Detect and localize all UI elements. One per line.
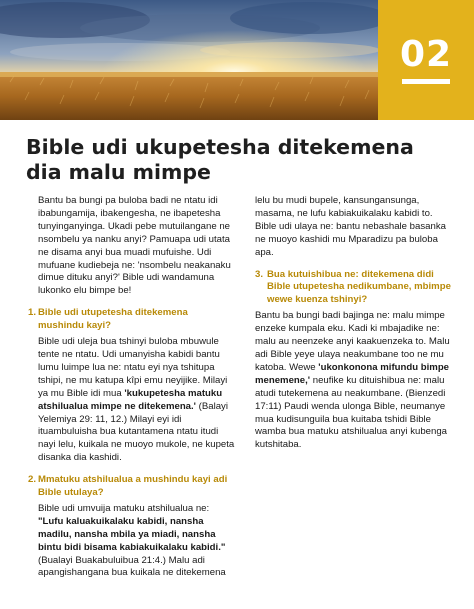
- section-3-heading: [255, 269, 453, 308]
- section-3-question: Bua kutuishibua ne: ditekemena didi Bible utupetesha nedikumbane, mbimpe wewe kuenza tshinyi?: [267, 268, 451, 306]
- section-3-body: Bantu ba bungi badi bajinga ne: malu mimpe enzeke kumpala eku. Kadi ki mbajadike ne: malu au neenzeke anyi kaakuenzeka to. Malu adi Bible yeye ulaya neakumbane too ne mu katoba. Wewe 'ukonkonona mifundu bimpe menemene,' neufike ku dituishibua ne: malu atudi tutekemena au neakumbane. (Bienzedi 17:11) Paudi wenda ulonga Bible, neumanye mua kudisunguila bua kuitaba tshidi Bible wamba bua matuku atshilualua anyi kubenga kutshitaba.: [255, 310, 450, 451]
- wheat-field-sunset-image: [0, 0, 378, 120]
- section-1-heading: [28, 307, 236, 333]
- intro-paragraph: Bantu ba bungi pa buloba badi ne ntatu idi ibabungamija, ibakengesha, ne ibapetesha tunyinganyinga. Ukadi pebe mutuilangane ne nsombelu ya nanku anyi? Pamuapa udi utata ne disama anyi bua muadi mufuishe. Udi mufuane kudiebeja ne: 'nsombelu neakanaku dimue dituku anyi?' Bible udi wandamuna lukonko elu bimpe be!: [38, 195, 231, 297]
- section-2-number: 2.: [28, 474, 37, 486]
- section-2-heading: [28, 474, 236, 500]
- section-2-body: Bible udi umvuija matuku atshilualua ne: "Lufu kaluakuikalaku kabidi, nansha madilu, nansha mbila ya miadi, nansha bintu bidi bisama kabiakuikalaku kabidi." (Bualayi Buakabuluibua 21:4.) Malu adi apangishangana bua kuikala ne ditekemena: [38, 502, 226, 579]
- chapter-number: 02: [399, 33, 453, 75]
- page-title: Bible udi ukupetesha ditekemena dia malu mimpe: [26, 135, 414, 184]
- left-column: [28, 195, 236, 589]
- right-column: [255, 195, 453, 461]
- section-2-question: Mmatuku atshilualua a mushindu kayi adi Bible utulaya?: [38, 474, 228, 499]
- section-3-number: 3.: [255, 268, 264, 280]
- chapter-number-badge: [378, 0, 474, 120]
- badge-underline: [402, 79, 450, 84]
- section-1-question: Bible udi utupetesha ditekemena mushindu kayi?: [38, 307, 188, 332]
- section-1-body: Bible udi uleja bua tshinyi buloba mbuwule tente ne ntatu. Udi umanyisha kabidi bantu lumu luimpe lua ne: ntatu eyi nya tshitupa tshipi, ne mu katupa kîpi emu neyijike. Milayi ya mu Bible idi mua 'kukupetesha matuku atshilualua mimpe ne ditekemena.' (Balayi Yelemiya 29: 11, 12.) Milayi eyi idi ituambuluisha bua kutantamena ntatu itudi nayi lelu, kuikala ne muoyo mukole, ne kupeta disanka dia kashidi.: [38, 336, 235, 464]
- section-1-number: 1.: [28, 307, 37, 319]
- section-2-body-continued: lelu bu mudi bupele, kansungansunga, masama, ne lufu kabiakuikalaku kabidi to. Bible udi ulaya ne: bantu nebashale basanka ne muoyo kashidi mu Mparadizu pa buloba apa.: [255, 195, 446, 258]
